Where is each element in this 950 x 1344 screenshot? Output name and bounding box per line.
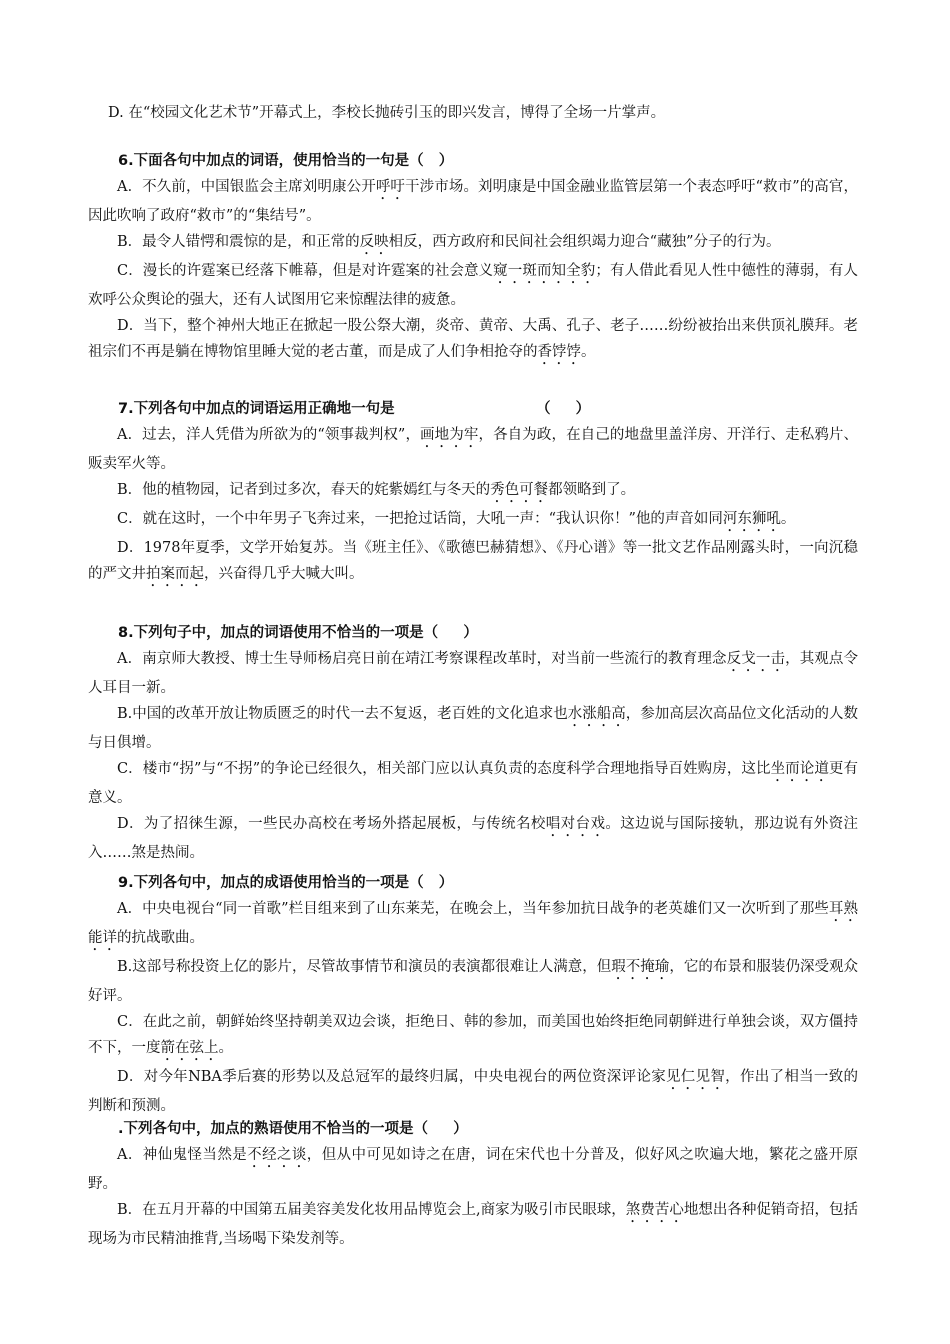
emphasized-term: 反映 <box>359 234 389 250</box>
emphasized-term: 秀色可餐 <box>490 482 549 498</box>
emphasized-term: 反戈一击 <box>726 651 786 667</box>
emphasized-term: 唱对台戏 <box>545 816 606 832</box>
question-6 <box>88 148 858 368</box>
emphasized-term: 画地为牢 <box>420 427 479 443</box>
emphasized-term: 箭在弦上 <box>160 1040 219 1056</box>
question-9 <box>88 870 858 1119</box>
emphasized-term: 耳熟能详 <box>88 901 859 946</box>
question-9-option-d: D．对今年NBA季后赛的形势以及总冠军的最终归属，中央电视台的两位资深评论家见仁见智，作出了相当一致的判断和预测。 <box>88 1069 858 1114</box>
question-8-option-b: B.中国的改革开放让物质匮乏的时代一去不复返，老百姓的文化追求也水涨船高，参加高层次高品位文化活动的人数与日俱增。 <box>88 706 859 751</box>
question-6-option-a: A．不久前，中国银监会主席刘明康公开呼吁干涉市场。刘明康是中国金融业监管层第一个表态呼吁“救市”的高官，因此吹响了政府“救市”的“集结号”。 <box>88 179 859 224</box>
emphasized-term: 坐而论道 <box>770 761 829 777</box>
question-7-option-a: A．过去，洋人凭借为所欲为的“领事裁判权”，画地为牢，各自为政，在自己的地盘里盖洋房、开洋行、走私鸦片、贩卖军火等。 <box>88 427 859 472</box>
question-6-option-c: C．漫长的许霆案已经落下帷幕，但是对许霆案的社会意义窥一斑而知全豹；有人借此看见人性中德性的薄弱，有人欢呼公众舆论的强大，还有人试图用它来惊醒法律的疲惫。 <box>88 263 859 308</box>
emphasized-term: 水涨船高 <box>567 706 626 722</box>
question-7-option-b: B．他的植物园，记者到过多次，春天的姹紫嫣红与冬天的秀色可餐都领略到了。 <box>117 482 636 498</box>
question-8-option-a: A．南京师大教授、博士生导师杨启亮日前在靖江考察课程改革时，对当前一些流行的教育理念反戈一击，其观点令人耳目一新。 <box>88 651 859 696</box>
question-7-option-c: C．就在这时，一个中年男子飞奔过来，一把抢过话筒，大吼一声：“我认识你！”他的声音如同河东狮吼。 <box>117 511 796 527</box>
question-7 <box>88 396 858 590</box>
question-7-title: 7.下列各句中加点的词语运用正确地一句是 （ ） <box>118 401 591 417</box>
question-9-option-b: B.这部号称投资上亿的影片，尽管故事情节和演员的表演都很难让人满意，但瑕不掩瑜，它的布景和服装仍深受观众好评。 <box>88 959 859 1004</box>
question-10 <box>88 1116 858 1252</box>
emphasized-term: 河东狮吼 <box>722 511 781 527</box>
question-8-option-c: C．楼市“拐”与“不拐”的争论已经很久，相关部门应以认真负责的态度科学合理地指导百姓购房，这比坐而论道更有意义。 <box>88 761 859 806</box>
question-10-option-a: A．神仙鬼怪当然是不经之谈，但从中可见如诗之在唐，词在宋代也十分普及，似好风之吹遍大地，繁花之盛开原野。 <box>88 1147 858 1192</box>
emphasized-term: 瑕不掩瑜 <box>611 959 670 975</box>
emphasized-term: 呼吁 <box>375 179 406 195</box>
question-10-option-b: B．在五月开幕的中国第五届美容美发化妆用品博览会上,商家为吸引市民眼球，煞费苦心地想出各种促销奇招，包括现场为市民精油推背,当场喝下染发剂等。 <box>88 1202 859 1247</box>
question-10-title: .下列各句中，加点的熟语使用不恰当的一项是（ ） <box>118 1121 468 1137</box>
emphasized-term: 见仁见智 <box>665 1069 726 1085</box>
emphasized-term: 不经之谈 <box>247 1147 307 1163</box>
question-9-option-a: A．中央电视台“同一首歌”栏目组来到了山东莱芜，在晚会上，当年参加抗日战争的老英雄们又一次听到了那些耳熟能详的抗战歌曲。 <box>88 901 859 946</box>
question-8 <box>88 620 858 866</box>
emphasized-term: 香饽饽 <box>537 344 581 360</box>
question-9-title: 9.下列各句中，加点的成语使用恰当的一项是（ ） <box>118 875 454 891</box>
question-9-option-c: C．在此之前，朝鲜始终坚持朝美双边会谈，拒绝日、韩的参加，而美国也始终拒绝同朝鲜进行单独会谈，双方僵持不下，一度箭在弦上。 <box>88 1014 858 1056</box>
question-8-title: 8.下列句子中，加点的词语使用不恰当的一项是（ ） <box>118 625 478 641</box>
question-6-option-b: B．最令人错愕和震惊的是，和正常的反映相反，西方政府和民间社会组织竭力迎合“藏独”分子的行为。 <box>117 234 781 250</box>
emphasized-term: 窥一斑而知全豹 <box>493 263 596 279</box>
question-8-option-d: D．为了招徕生源，一些民办高校在考场外搭起展板，与传统名校唱对台戏。这边说与国际接轨，那边说有外资注入……煞是热闹。 <box>88 816 859 861</box>
emphasized-term: 煞费苦心 <box>625 1202 684 1218</box>
question-6-option-d: D．当下，整个神州大地正在掀起一股公祭大潮，炎帝、黄帝、大禹、孔子、老子……纷纷被抬出来供顶礼膜拜。老祖宗们不再是躺在博物馆里睡大觉的老古董，而是成了人们争相抢夺的香饽饽。 <box>88 318 858 360</box>
question-6-title: 6.下面各句中加点的词语，使用恰当的一句是（ ） <box>118 153 454 169</box>
question-7-option-d: D．1978年夏季，文学开始复苏。当《班主任》、《歌德巴赫猜想》、《丹心谱》等一批文艺作品刚露头时，一向沉稳的严文井拍案而起，兴奋得几乎大喊大叫。 <box>88 540 858 582</box>
q5-option-d: D. 在“校园文化艺术节”开幕式上，李校长抛砖引玉的即兴发言，博得了全场一片掌声。 <box>108 105 666 121</box>
emphasized-term: 拍案而起 <box>146 566 204 582</box>
